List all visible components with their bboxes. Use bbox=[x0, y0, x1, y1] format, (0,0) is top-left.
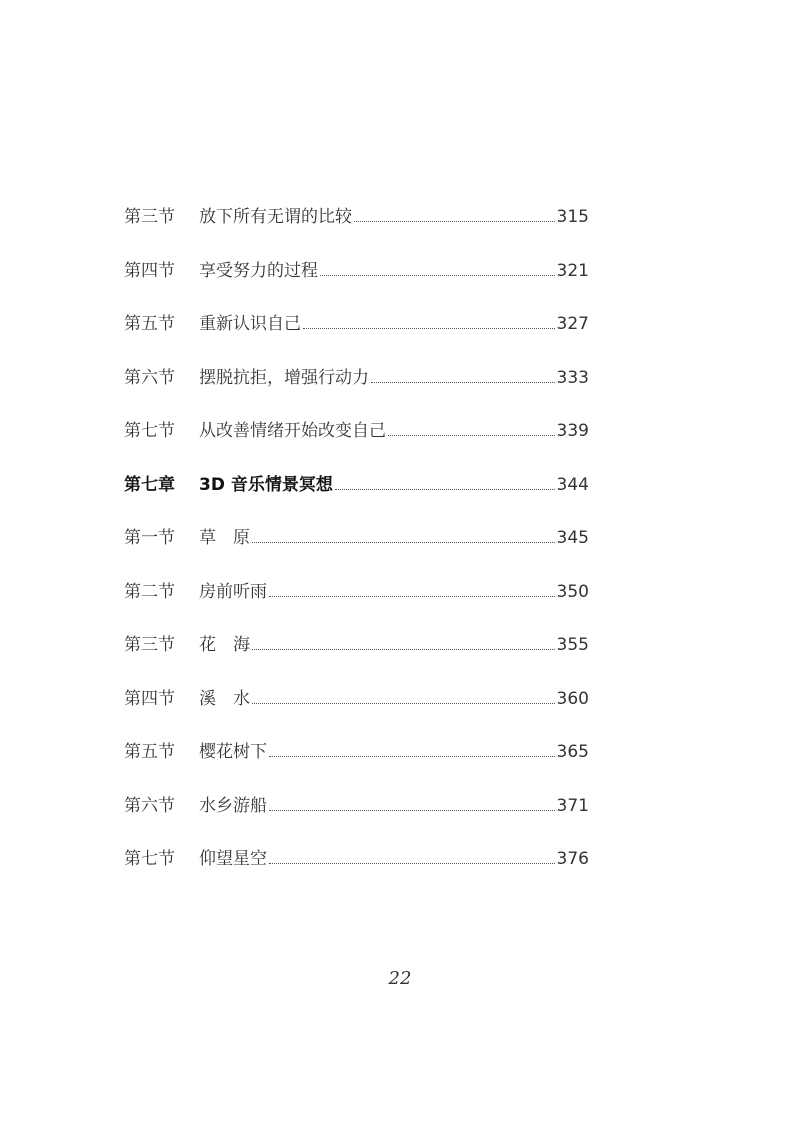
dot-leader bbox=[252, 649, 555, 650]
toc-entry-label: 第五节 bbox=[124, 314, 175, 334]
toc-section-entry bbox=[124, 416, 589, 470]
toc-entry-title: 房前听雨 bbox=[199, 581, 267, 602]
toc-entry-title: 樱花树下 bbox=[199, 742, 267, 762]
toc-entry-title: 溪 水 bbox=[199, 688, 250, 709]
page-number: 22 bbox=[388, 968, 412, 989]
dot-leader bbox=[269, 596, 555, 597]
toc-entry-label: 第七节 bbox=[124, 421, 175, 441]
toc-entry-label: 第六节 bbox=[124, 367, 175, 388]
toc-entry-label: 第七节 bbox=[124, 849, 175, 869]
dot-leader bbox=[252, 703, 555, 704]
toc-entry-label: 第七章 bbox=[124, 474, 175, 495]
toc-entry-page: 360 bbox=[556, 688, 589, 709]
toc-entry-page: 365 bbox=[556, 742, 589, 762]
toc-entry-label: 第三节 bbox=[124, 207, 175, 227]
toc-entry-page: 333 bbox=[556, 367, 589, 388]
toc-entry-label: 第二节 bbox=[124, 581, 175, 602]
toc-entry-page: 371 bbox=[556, 795, 589, 816]
toc-entry-title: 仰望星空 bbox=[199, 849, 267, 869]
toc-entry-page: 339 bbox=[556, 421, 589, 441]
table-of-contents bbox=[124, 202, 589, 898]
toc-chapter-entry bbox=[124, 470, 589, 524]
toc-entry-page: 315 bbox=[556, 207, 589, 227]
toc-entry-title: 放下所有无谓的比较 bbox=[199, 207, 352, 227]
dot-leader bbox=[252, 542, 555, 543]
dot-leader bbox=[388, 435, 555, 436]
toc-section-entry bbox=[124, 309, 589, 363]
toc-entry-title: 从改善情绪开始改变自己 bbox=[199, 421, 386, 441]
toc-entry-label: 第五节 bbox=[124, 742, 175, 762]
toc-entry-label: 第六节 bbox=[124, 795, 175, 816]
toc-section-entry bbox=[124, 844, 589, 898]
toc-section-entry bbox=[124, 577, 589, 631]
toc-entry-page: 355 bbox=[556, 635, 589, 655]
toc-entry-label: 第一节 bbox=[124, 528, 175, 548]
toc-entry-title: 摆脱抗拒，增强行动力 bbox=[199, 367, 369, 388]
toc-entry-page: 321 bbox=[556, 260, 589, 281]
toc-section-entry bbox=[124, 630, 589, 684]
toc-section-entry bbox=[124, 684, 589, 738]
toc-entry-title: 享受努力的过程 bbox=[199, 260, 318, 281]
toc-section-entry bbox=[124, 256, 589, 310]
toc-entry-title: 重新认识自己 bbox=[199, 314, 301, 334]
toc-entry-label: 第三节 bbox=[124, 635, 175, 655]
toc-section-entry bbox=[124, 791, 589, 845]
dot-leader bbox=[335, 489, 555, 490]
toc-entry-page: 344 bbox=[556, 474, 589, 495]
toc-entry-title: 水乡游船 bbox=[199, 795, 267, 816]
toc-section-entry bbox=[124, 737, 589, 791]
toc-entry-title: 花 海 bbox=[199, 635, 250, 655]
dot-leader bbox=[303, 328, 555, 329]
toc-entry-title: 草 原 bbox=[199, 528, 250, 548]
toc-section-entry bbox=[124, 363, 589, 417]
dot-leader bbox=[320, 275, 555, 276]
toc-section-entry bbox=[124, 202, 589, 256]
dot-leader bbox=[269, 756, 555, 757]
toc-entry-title: 3D 音乐情景冥想 bbox=[199, 474, 333, 495]
dot-leader bbox=[371, 382, 555, 383]
dot-leader bbox=[269, 810, 555, 811]
toc-entry-page: 376 bbox=[556, 849, 589, 869]
toc-section-entry bbox=[124, 523, 589, 577]
toc-entry-page: 350 bbox=[556, 581, 589, 602]
dot-leader bbox=[354, 221, 555, 222]
toc-entry-page: 327 bbox=[556, 314, 589, 334]
toc-entry-label: 第四节 bbox=[124, 260, 175, 281]
dot-leader bbox=[269, 863, 555, 864]
toc-entry-label: 第四节 bbox=[124, 688, 175, 709]
toc-entry-page: 345 bbox=[556, 528, 589, 548]
